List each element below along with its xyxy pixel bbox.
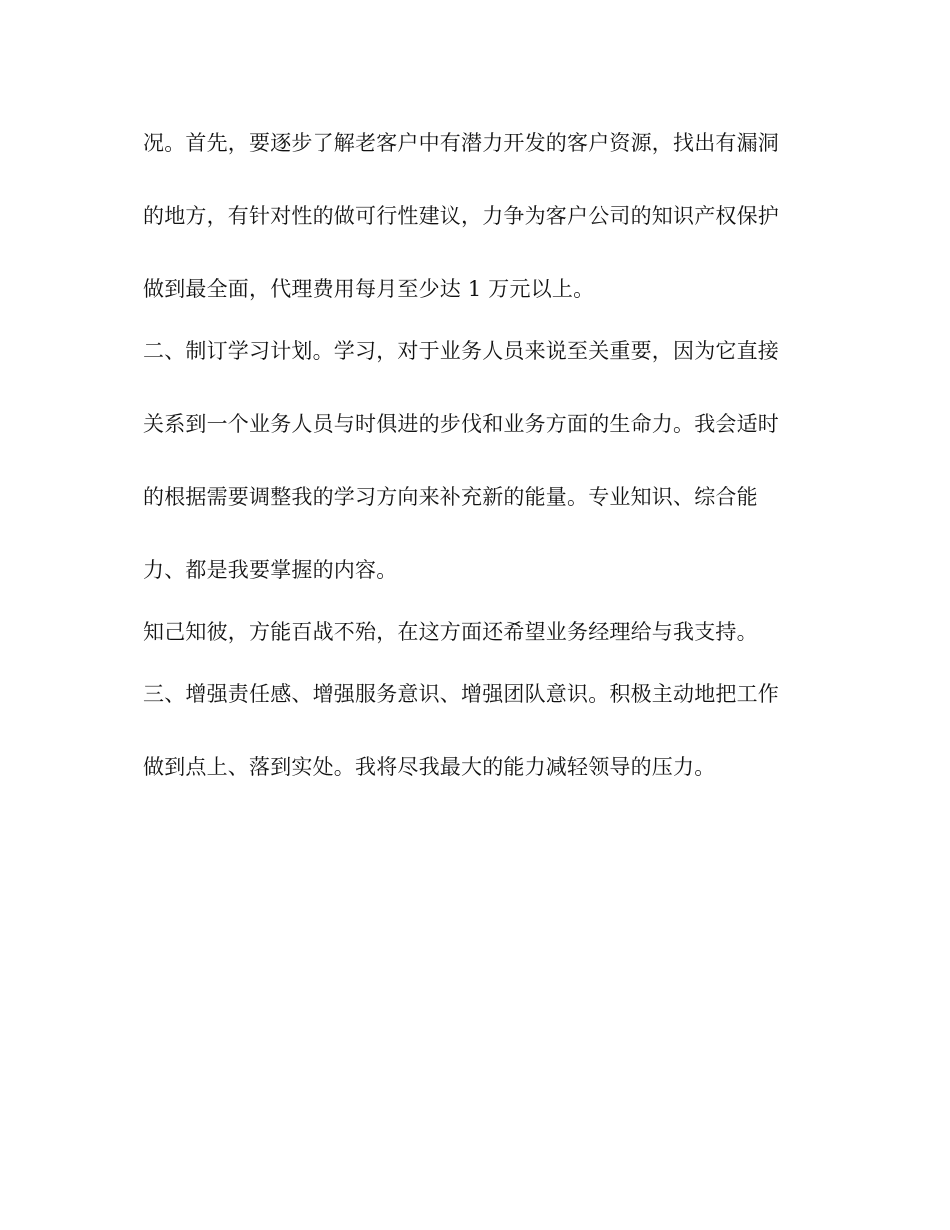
text-line-6: 的根据需要调整我的学习方向来补充新的能量。专业知识、综合能: [143, 485, 758, 509]
text-line-2: 的地方，有针对性的做可行性建议，力争为客户公司的知识产权保护: [143, 204, 779, 228]
text-line-10: 做到点上、落到实处。我将尽我最大的能力减轻领导的压力。: [143, 755, 716, 779]
text-line-5: 关系到一个业务人员与时俱进的步伐和业务方面的生命力。我会适时: [143, 412, 779, 436]
text-line-9: 三、增强责任感、增强服务意识、增强团队意识。积极主动地把工作: [143, 682, 779, 706]
text-line-1: 况。首先，要逐步了解老客户中有潜力开发的客户资源，找出有漏洞: [143, 131, 779, 155]
text-line-8: 知己知彼，方能百战不殆，在这方面还希望业务经理给与我支持。: [143, 620, 758, 644]
text-line-7: 力、都是我要掌握的内容。: [143, 558, 398, 582]
text-line-3: 做到最全面，代理费用每月至少达 1 万元以上。: [143, 277, 595, 301]
text-line-4: 二、制订学习计划。学习，对于业务人员来说至关重要，因为它直接: [143, 339, 779, 363]
document-body: [143, 131, 808, 779]
